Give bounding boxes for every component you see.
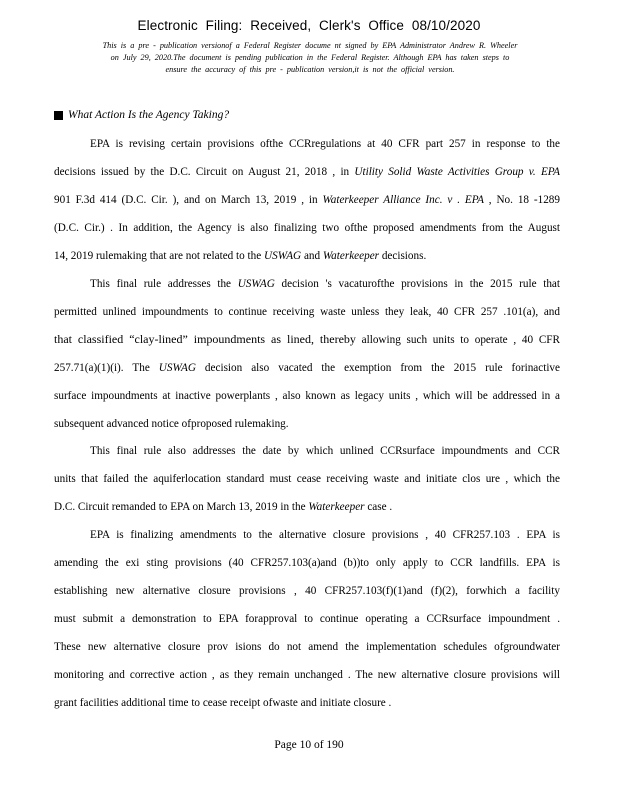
text-span: 257.71(a)(1)(i). The	[54, 362, 159, 374]
text-line: surface impoundments at inactive powerplants , also known as legacy units , which will be addressed in a	[54, 390, 560, 402]
text-line: establishing new alternative closure provisions , 40 CFR257.103(f)(1)and (f)(2), forwhich a facility	[54, 585, 560, 597]
text-line: (D.C. Cir.) . In addition, the Agency is also finalizing two ofthe proposed amendments from the August	[54, 222, 560, 234]
text-line: must submit a demonstration to EPA forapproval to continue operating a CCRsurface impoundment .	[54, 613, 560, 625]
text-line: This final rule also addresses the date by which unlined CCRsurface impoundments and CCR	[90, 445, 560, 457]
bullet-square-icon	[54, 111, 63, 120]
case-name: Waterkeeper	[322, 250, 380, 262]
text-line: EPA is revising certain provisions ofthe CCRregulations at 40 CFR part 257 in response to the	[90, 138, 560, 150]
text-span: 14, 2019 rulemaking that are not related to the	[54, 250, 265, 262]
text-span: decisions.	[379, 250, 427, 262]
text-line	[54, 165, 560, 179]
text-span: decision 's vacaturofthe provisions in the 2015 rule that	[274, 278, 560, 290]
text-span: This final rule addresses the	[90, 278, 238, 290]
text-span: decision also vacated the exemption from the 2015 rule forinactive	[195, 362, 560, 374]
case-name: Waterkeeper	[308, 501, 365, 513]
notice-line: on July 29, 2020.The document is pending publication in the Federal Register. Although EPA has taken steps to	[110, 53, 510, 62]
text-span: D.C. Circuit remanded to EPA on March 13, 2019 in the	[54, 501, 309, 513]
text-line	[54, 332, 560, 347]
text-span: , No. 18 -1289	[483, 194, 560, 206]
page-number: Page 10 of 190	[274, 739, 344, 751]
case-name: USWAG	[237, 278, 275, 290]
text-line: amending the exi sting provisions (40 CFR257.103(a)and (b))to only apply to CCR landfills. EPA is	[54, 557, 560, 569]
case-name: USWAG	[264, 250, 302, 262]
text-line: grant facilities additional time to cease receipt ofwaste and initiate closure .	[54, 697, 392, 709]
text-line: permitted unlined impoundments to continue receiving waste unless they leak, 40 CFR 257 .101(a), and	[54, 306, 560, 318]
text-span: 901 F.3d 414 (D.C. Cir. ), and on March 13, 2019 , in	[54, 194, 323, 206]
text-line	[54, 249, 426, 263]
text-line: units that failed the aquiferlocation standard must cease receiving waste and initiate clos ure , which the	[54, 473, 560, 485]
text-line	[90, 277, 560, 291]
notice-line: This is a pre - publication versionof a Federal Register docume nt signed by EPA Administrator Andrew R. Wheeler	[102, 41, 518, 50]
text-line	[54, 193, 560, 207]
text-line: These new alternative closure prov isions do not amend the implementation schedules ofgroundwater	[54, 641, 560, 653]
case-name: Waterkeeper Alliance Inc. v . EPA	[322, 194, 484, 206]
text-span: allowing such units to operate , 40 CFR	[355, 334, 560, 346]
section-heading-text: What Action Is the Agency Taking?	[68, 109, 230, 121]
prepublication-notice	[60, 40, 560, 76]
text-line	[54, 500, 392, 514]
text-span: that classified “clay-lined” impoundments as lined, thereby	[54, 332, 356, 346]
text-span: and	[301, 250, 323, 262]
header: Electronic Filing: Received, Clerk's Office 08/10/2020	[137, 18, 481, 33]
text-span: decisions issued by the D.C. Circuit on August 21, 2018 , in	[54, 166, 355, 178]
section-heading	[54, 109, 229, 121]
text-line: subsequent advanced notice ofproposed rulemaking.	[54, 418, 289, 430]
case-name: Utility Solid Waste Activities Group v. EPA	[354, 166, 561, 178]
text-span: case .	[364, 501, 393, 513]
notice-line: ensure the accuracy of this pre - publication version,it is not the official version.	[165, 65, 455, 74]
text-line: monitoring and corrective action , as they remain unchanged . The new alternative closure provisions will	[54, 669, 560, 681]
text-line	[54, 361, 560, 375]
text-line: EPA is finalizing amendments to the alternative closure provisions , 40 CFR257.103 . EPA is	[90, 529, 560, 541]
case-name: USWAG	[158, 362, 196, 374]
